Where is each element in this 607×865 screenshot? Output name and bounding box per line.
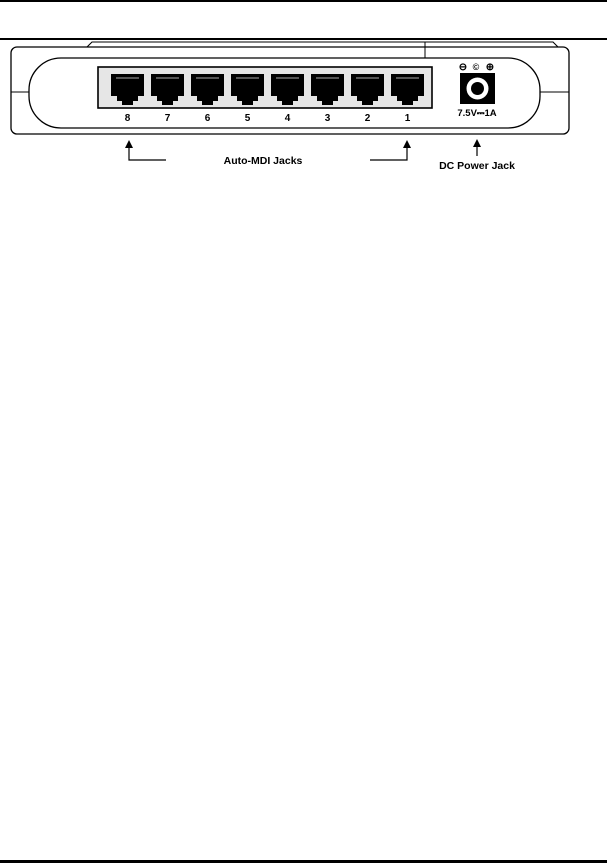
port-number: 7: [164, 113, 171, 124]
port-number: 8: [124, 113, 131, 124]
rj45-jack-pins: [276, 77, 299, 79]
polarity-center: ©: [472, 62, 480, 72]
power-rating: 7.5V⎓1A: [457, 108, 497, 119]
right-jacks-arrow: [370, 146, 407, 160]
power-arrowhead: [473, 139, 481, 147]
power-label: DC Power Jack: [439, 160, 515, 172]
polarity-negative: ⊖: [458, 62, 468, 73]
left-jacks-arrowhead: [125, 140, 133, 148]
rj45-jack-pins: [116, 77, 139, 79]
port-number: 2: [364, 113, 371, 124]
port-number: 3: [324, 113, 331, 124]
port-number: 1: [404, 113, 411, 124]
polarity-symbols: [459, 62, 494, 73]
rj45-jack-pins: [396, 77, 419, 79]
dc-power-jack-socket: [471, 82, 484, 95]
polarity-positive: ⊕: [485, 62, 495, 73]
rj45-jack-pins: [316, 77, 339, 79]
rj45-jack-pins: [236, 77, 259, 79]
switch-rear-panel-diagram: [0, 0, 607, 200]
right-jacks-arrowhead: [403, 140, 411, 148]
port-number: 4: [284, 113, 291, 124]
chassis-top-ridge: [87, 42, 558, 47]
rj45-jack-pins: [196, 77, 219, 79]
left-jacks-arrow: [129, 146, 166, 160]
port-number: 5: [244, 113, 251, 124]
rj45-jack-pins: [356, 77, 379, 79]
jacks-label: Auto-MDI Jacks: [223, 155, 303, 167]
port-number: 6: [204, 113, 211, 124]
rj45-jack-pins: [156, 77, 179, 79]
bottom-rule: [0, 860, 607, 863]
